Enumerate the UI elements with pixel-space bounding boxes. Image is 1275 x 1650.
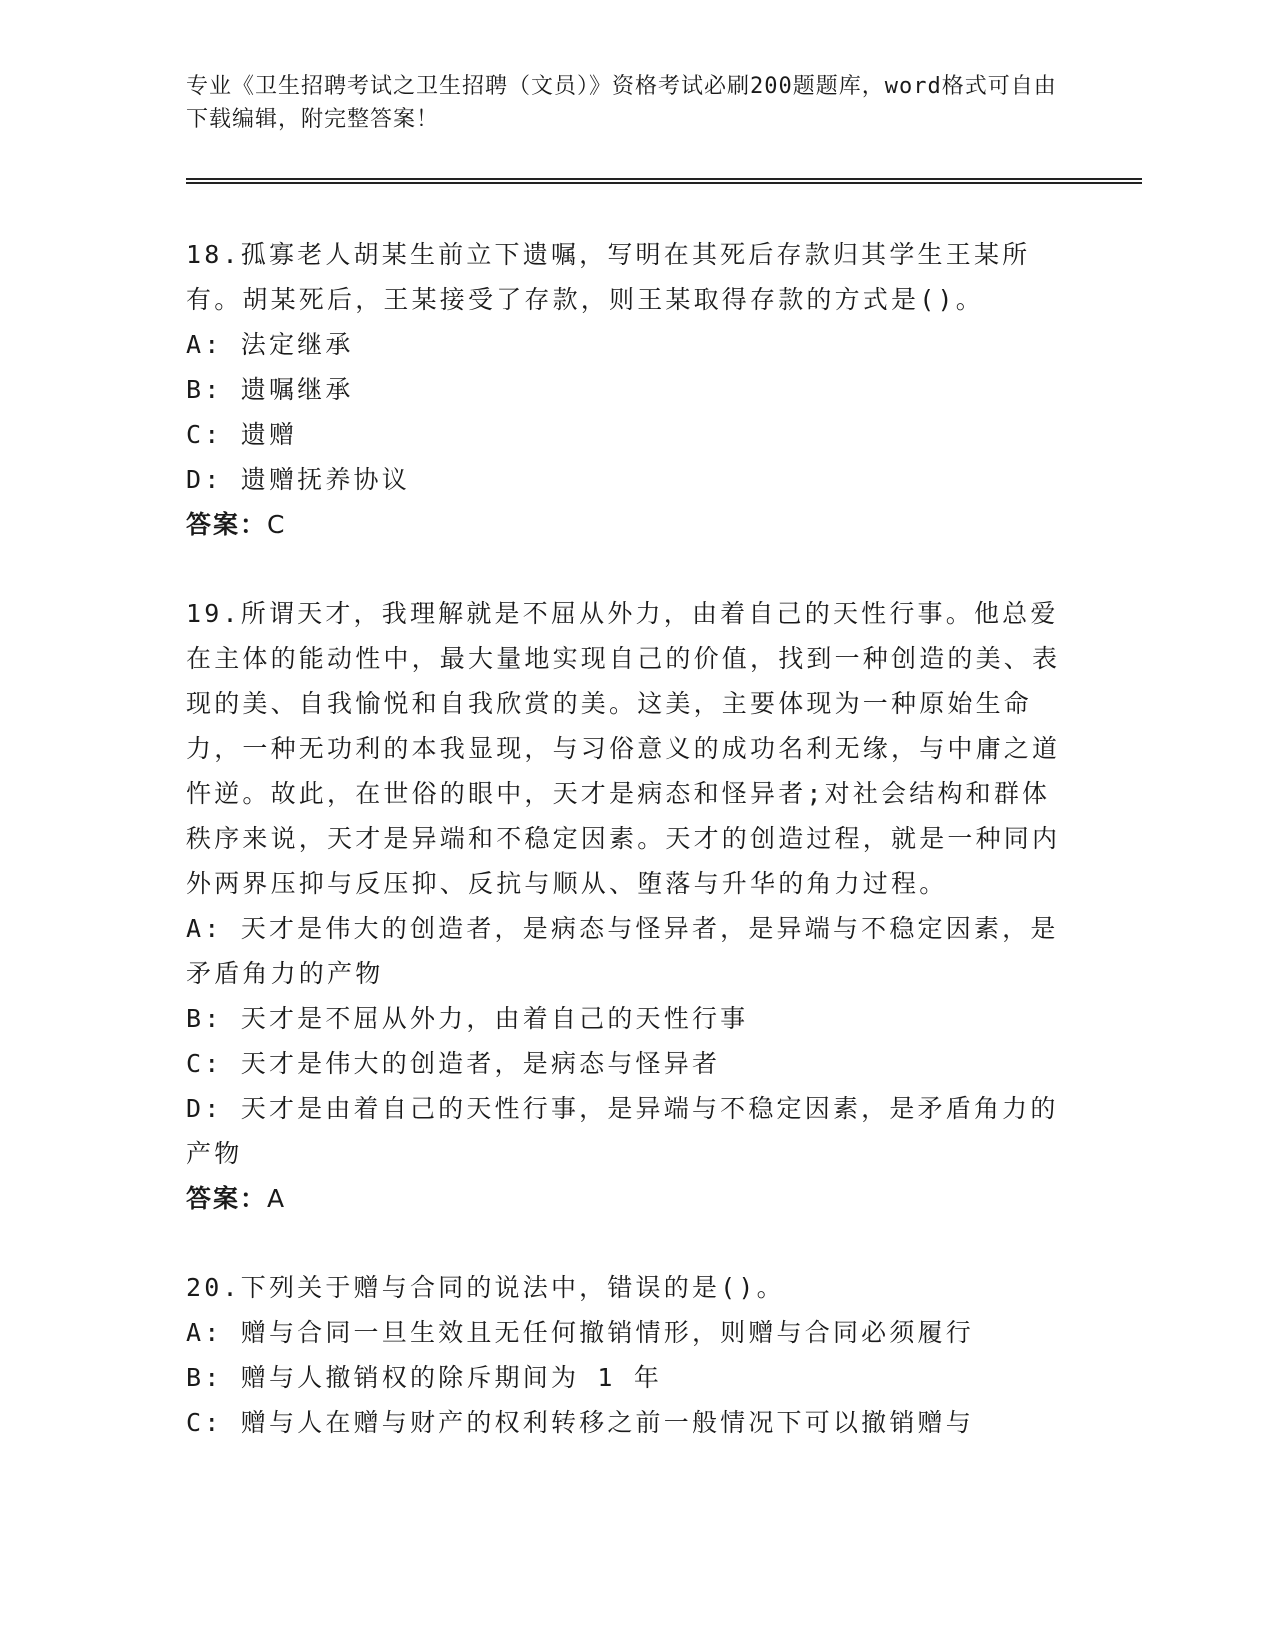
question-stem: 20.下列关于赠与合同的说法中，错误的是()。	[186, 1273, 785, 1302]
option-b: B: 赠与人撤销权的除斥期间为 1 年	[186, 1363, 663, 1392]
option-a: A: 赠与合同一旦生效且无任何撤销情形，则赠与合同必须履行	[186, 1318, 974, 1347]
question-stem: 18.孤寡老人胡某生前立下遗嘱，写明在其死后存款归其学生王某所有。胡某死后，王某接受了存款，则王某取得存款的方式是()。	[186, 240, 1031, 314]
question-stem: 19.所谓天才，我理解就是不屈从外力，由着自己的天性行事。他总爱在主体的能动性中，最大量地实现自己的价值，找到一种创造的美、表现的美、自我愉悦和自我欣赏的美。这美，主要体现为一种原始生命力，一种无功利的本我显现，与习俗意义的成功名利无缘，与中庸之道忤逆。故此，在世俗的眼中，天才是病态和怪异者;对社会结构和群体秩序来说，天才是异端和不稳定因素。天才的创造过程，就是一种同内外两界压抑与反压抑、反抗与顺从、堕落与升华的角力过程。	[186, 599, 1061, 898]
answer-line	[186, 1176, 1066, 1221]
answer-label: 答案：	[186, 510, 268, 539]
option-c: C: 赠与人在赠与财产的权利转移之前一般情况下可以撤销赠与	[186, 1408, 974, 1437]
option-b: B: 天才是不屈从外力，由着自己的天性行事	[186, 1004, 749, 1033]
question-19	[186, 591, 1066, 1221]
option-c: C: 遗赠	[186, 420, 298, 449]
answer-value: A	[267, 1184, 287, 1213]
answer-label: 答案：	[186, 1184, 268, 1213]
answer-value: C	[267, 510, 287, 539]
question-18	[186, 232, 1066, 547]
answer-line	[186, 502, 1066, 547]
option-a: A: 天才是伟大的创造者，是病态与怪异者，是异端与不稳定因素，是矛盾角力的产物	[186, 914, 1059, 988]
option-d: D: 天才是由着自己的天性行事，是异端与不稳定因素，是矛盾角力的产物	[186, 1094, 1059, 1168]
document-header: 专业《卫生招聘考试之卫生招聘（文员）》资格考试必刷200题题库，word格式可自由下载编辑，附完整答案！	[186, 74, 1057, 132]
option-a: A: 法定继承	[186, 330, 354, 359]
header-divider	[186, 178, 1142, 184]
option-b: B: 遗嘱继承	[186, 375, 354, 404]
question-20	[186, 1265, 1066, 1445]
option-d: D: 遗赠抚养协议	[186, 465, 410, 494]
option-c: C: 天才是伟大的创造者，是病态与怪异者	[186, 1049, 721, 1078]
question-list	[186, 232, 1066, 1489]
